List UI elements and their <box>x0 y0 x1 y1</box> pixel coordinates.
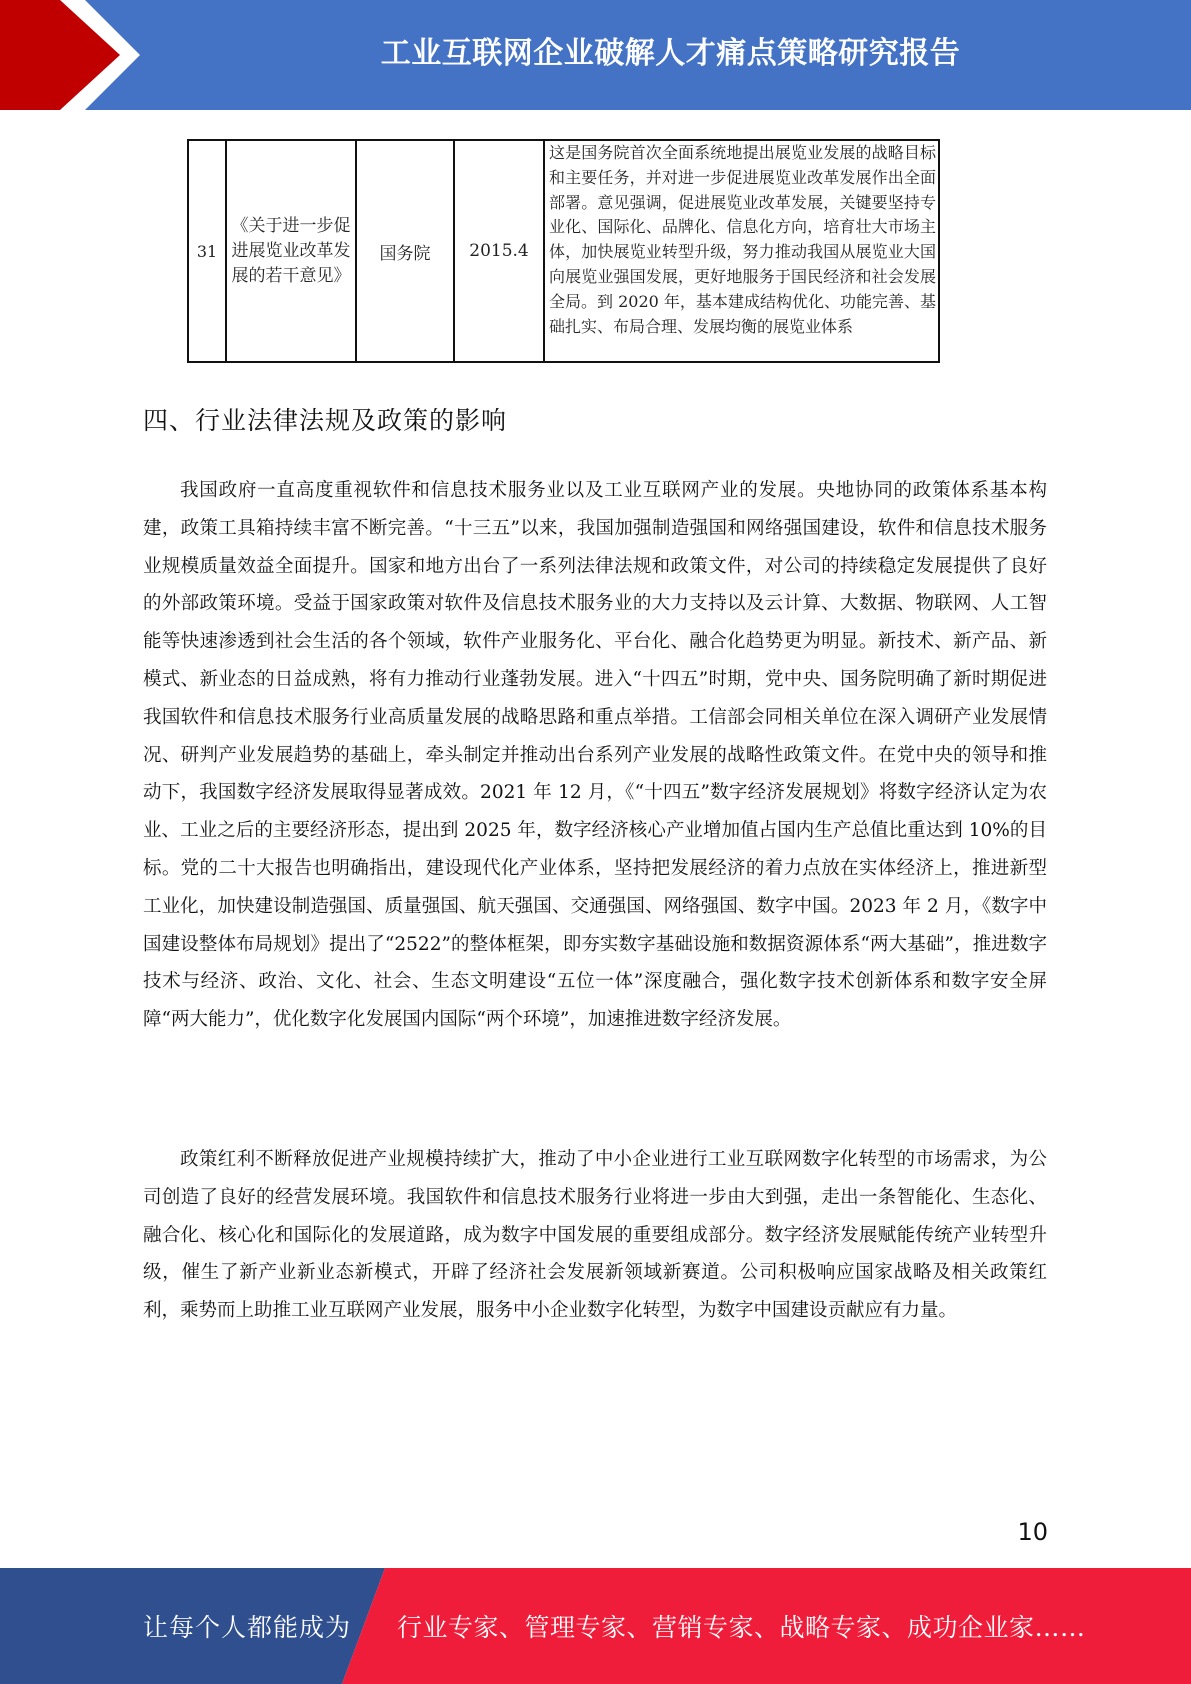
policy-table <box>187 139 940 363</box>
page-number: 10 <box>1017 1518 1048 1546</box>
policy-description: 这是国务院首次全面系统地提出展览业发展的战略目标和主要任务，并对进一步促进展览业改革发展作出全面部署。意见强调，促进展览业改革发展，关键要坚持专业化、国际化、品牌化、信息化方向，培育壮大市场主体，加快展览业转型升级，努力推动我国从展览业大国向展览业强国发展，更好地服务于国民经济和社会发展全局。到 2020 年，基本建成结构优化、功能完善、基础扎实、布局合理、发展均衡的展览业体系 <box>544 140 939 362</box>
footer-slogan-left: 让每个人都能成为 <box>143 1613 352 1642</box>
body-paragraph: 我国政府一直高度重视软件和信息技术服务业以及工业互联网产业的发展。央地协同的政策体系基本构建，政策工具箱持续丰富不断完善。“十三五”以来，我国加强制造强国和网络强国建设，软件和信息技术服务业规模质量效益全面提升。国家和地方出台了一系列法律法规和政策文件，对公司的持续稳定发展提供了良好的外部政策环境。受益于国家政策对软件及信息技术服务业的大力支持以及云计算、大数据、物联网、人工智能等快速渗透到社会生活的各个领域，软件产业服务化、平台化、融合化趋势更为明显。新技术、新产品、新模式、新业态的日益成熟，将有力推动行业蓬勃发展。进入“十四五”时期，党中央、国务院明确了新时期促进我国软件和信息技术服务行业高质量发展的战略思路和重点举措。工信部会同相关单位在深入调研产业发展情况、研判产业发展趋势的基础上，牵头制定并推动出台系列产业发展的战略性政策文件。在党中央的领导和推动下，我国数字经济发展取得显著成效。2021 年 12 月，《“十四五”数字经济发展规划》将数字经济认定为农业、工业之后的主要经济形态，提出到 2025 年，数字经济核心产业增加值占国内生产总值比重达到 10%的目标。党的二十大报告也明确指出，建设现代化产业体系，坚持把发展经济的着力点放在实体经济上，推进新型工业化，加快建设制造强国、质量强国、航天强国、交通强国、网络强国、数字中国。2023 年 2 月，《数字中国建设整体布局规划》提出了“2522”的整体框架，即夯实数字基础设施和数据资源体系“两大基础”，推进数字技术与经济、政治、文化、社会、生态文明建设“五位一体”深度融合，强化数字技术创新体系和数字安全屏障“两大能力”，优化数字化发展国内国际“两个环境”，加速推进数字经济发展。 <box>143 480 1047 1031</box>
issuing-body: 国务院 <box>356 140 454 362</box>
report-title: 工业互联网企业破解人才痛点策略研究报告 <box>380 36 961 71</box>
section-heading: 四、行业法律法规及政策的影响 <box>143 406 508 435</box>
issue-date: 2015.4 <box>454 140 544 362</box>
body-paragraph: 政策红利不断释放促进产业规模持续扩大，推动了中小企业进行工业互联网数字化转型的市场需求，为公司创造了良好的经营发展环境。我国软件和信息技术服务行业将进一步由大到强，走出一条智能化、生态化、融合化、核心化和国际化的发展道路，成为数字中国发展的重要组成部分。数字经济发展赋能传统产业转型升级，催生了新产业新业态新模式，开辟了经济社会发展新领域新赛道。公司积极响应国家战略及相关政策红利，乘势而上助推工业互联网产业发展，服务中小企业数字化转型，为数字中国建设贡献应有力量。 <box>143 1149 1047 1322</box>
page-footer <box>0 1568 1191 1684</box>
footer-slogan-right: 行业专家、管理专家、营销专家、战略专家、成功企业家…… <box>397 1613 1086 1642</box>
row-number: 31 <box>188 140 226 362</box>
table-row <box>188 140 939 362</box>
policy-name: 《关于进一步促进展览业改革发展的若干意见》 <box>226 140 356 362</box>
red-arrow-icon <box>0 0 160 110</box>
page-header <box>0 0 1191 110</box>
